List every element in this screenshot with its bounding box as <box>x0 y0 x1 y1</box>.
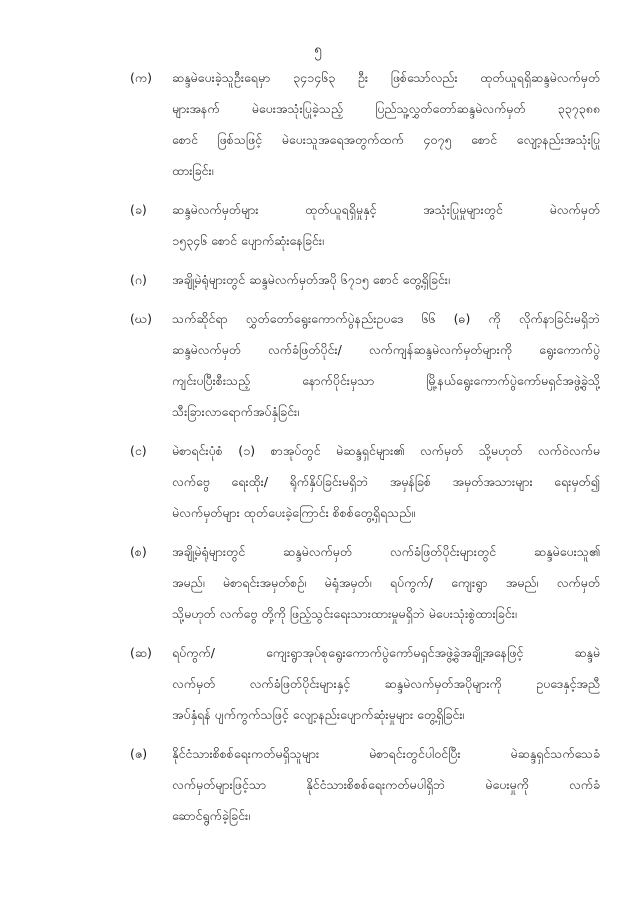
text-line: မဲစာရင်းပုံစံ (၁) စာအုပ်တွင် မဲဆန္ဒရှင်များ၏ လက်မှတ် သို့မဟုတ် လက်ဝဲလက်မ <box>172 443 600 458</box>
list-item-za <box>0 738 636 831</box>
item-text <box>172 303 600 427</box>
text-line: ၁၅၃၄၆ စောင် ပျောက်ဆုံးနေခြင်း၊ <box>172 233 324 248</box>
item-text <box>172 435 600 528</box>
list-item-ga <box>0 264 636 295</box>
text-line: ဆန္ဒမဲလက်မှတ်များ ထုတ်ယူရရှိမှုနှင့် အသုံးပြုမှုများတွင် မဲလက်မှတ် <box>172 202 600 217</box>
text-line: မဲလက်မှတ်များ ထုတ်ပေးခဲ့ကြောင်း စိစစ်တွေ့ရှိရသည်။ <box>172 505 416 520</box>
item-marker: (ဃ) <box>130 311 152 326</box>
text-line: သက်ဆိုင်ရာ လွှတ်တော်ရွေးကောက်ပွဲနည်းဥပဒေ ၆၆ (ဓ) ကို လိုက်နာခြင်းမရှိဘဲ <box>172 311 600 326</box>
item-text <box>172 264 600 295</box>
item-text <box>172 536 600 629</box>
list-item-gha <box>0 303 636 427</box>
text-line: အမည်၊ မဲစာရင်းအမှတ်စဉ်၊ မဲရုံအမှတ်၊ ရပ်ကွက်/ ကျေးရွာ အမည်၊ လက်မှတ် <box>172 575 600 590</box>
item-marker: (င) <box>130 443 147 458</box>
text-line: လက်ဗွေ ရေးထိုး/ ရိုက်နှိပ်ခြင်းမရှိဘဲ အမှန်ခြစ် အမှတ်အသားများ ရေးမှတ်၍ <box>172 474 600 489</box>
item-marker: (ဇ) <box>130 746 148 761</box>
text-line: ရပ်ကွက်/ ကျေးရွာအုပ်စုရွေးကောက်ပွဲကော်မရှင်အဖွဲ့ခွဲအချို့အနေဖြင့် ဆန္ဒမဲ <box>172 645 600 660</box>
item-marker: (ဆ) <box>130 645 152 660</box>
text-line: အချို့မဲရုံများတွင် ဆန္ဒမဲလက်မှတ် လက်ခံဖြတ်ပိုင်းများတွင် ဆန္ဒမဲပေးသူ၏ <box>172 544 600 559</box>
item-text <box>172 194 600 256</box>
text-line: အချို့မဲရုံများတွင် ဆန္ဒမဲလက်မှတ်အပို ၆၇၁၅ စောင် တွေ့ရှိခြင်း၊ <box>172 272 450 287</box>
text-line: သို့မဟုတ် လက်ဗွေ တို့ကို ဖြည့်သွင်းရေးသားထားမှုမရှိဘဲ မဲပေးသုံးစွဲထားခြင်း၊ <box>172 606 517 621</box>
list-item-kha <box>0 194 636 256</box>
item-marker: (ဂ) <box>130 272 147 287</box>
findings-list <box>0 62 636 839</box>
text-line: ဆောင်ရွက်ခဲ့ခြင်း၊ <box>172 808 251 823</box>
item-text <box>172 738 600 831</box>
text-line: နိုင်ငံသားစိစစ်ရေးကတ်မရှိသူများ မဲစာရင်းတွင်ပါဝင်ပြီး မဲဆန္ဒရှင်သက်သေခံ <box>172 746 600 761</box>
text-line: လက်မှတ်များဖြင့်သာ နိုင်ငံသားစိစစ်ရေးကတ်မပါရှိဘဲ မဲပေးမှုကို လက်ခံ <box>172 777 600 792</box>
list-item-ka <box>0 62 636 186</box>
text-line: စောင် ဖြစ်သဖြင့် မဲပေးသူအရေအတွက်ထက် ၄၀၇၅ စောင် လျော့နည်းအသုံးပြု <box>172 132 600 147</box>
text-line: ဆန္ဒမဲလက်မှတ် လက်ခံဖြတ်ပိုင်း/ လက်ကျန်ဆန္ဒမဲလက်မှတ်များကို ရွေးကောက်ပွဲ <box>172 342 600 357</box>
text-line: များအနက် မဲပေးအသုံးပြုခဲ့သည့် ပြည်သူ့လွှတ်တော်ဆန္ဒမဲလက်မှတ် ၃၃၇၃၈၈ <box>172 101 600 116</box>
text-line: သီးခြားလာရောက်အပ်နှံခြင်း၊ <box>172 404 300 419</box>
text-line: ကျင်းပပြီးစီးသည့် နောက်ပိုင်းမှသာ မြို့နယ်ရွေးကောက်ပွဲကော်မရှင်အဖွဲ့ခွဲသို့ <box>172 373 600 388</box>
text-line: ဆန္ဒမဲပေးခဲ့သူဦးရေမှာ ၃၄၁၄၆၃ ဦး ဖြစ်သော်လည်း ထုတ်ယူရရှိဆန္ဒမဲလက်မှတ် <box>172 70 600 85</box>
list-item-hsa <box>0 637 636 730</box>
list-item-nga <box>0 435 636 528</box>
item-marker: (စ) <box>130 544 147 559</box>
text-line: အပ်နှံရန် ပျက်ကွက်သဖြင့် လျော့နည်းပျောက်ဆုံးမှုများ တွေ့ရှိခြင်း၊ <box>172 707 465 722</box>
text-line: လက်မှတ် လက်ခံဖြတ်ပိုင်းများနှင့် ဆန္ဒမဲလက်မှတ်အပိုများကို ဥပဒေနှင့်အညီ <box>172 676 600 691</box>
item-text <box>172 637 600 730</box>
item-marker: (က) <box>130 70 152 85</box>
item-text <box>172 62 600 186</box>
item-marker: (ခ) <box>130 202 147 217</box>
text-line: ထားခြင်း၊ <box>172 163 214 178</box>
page-number: ၅ <box>314 42 322 58</box>
list-item-sa <box>0 536 636 629</box>
